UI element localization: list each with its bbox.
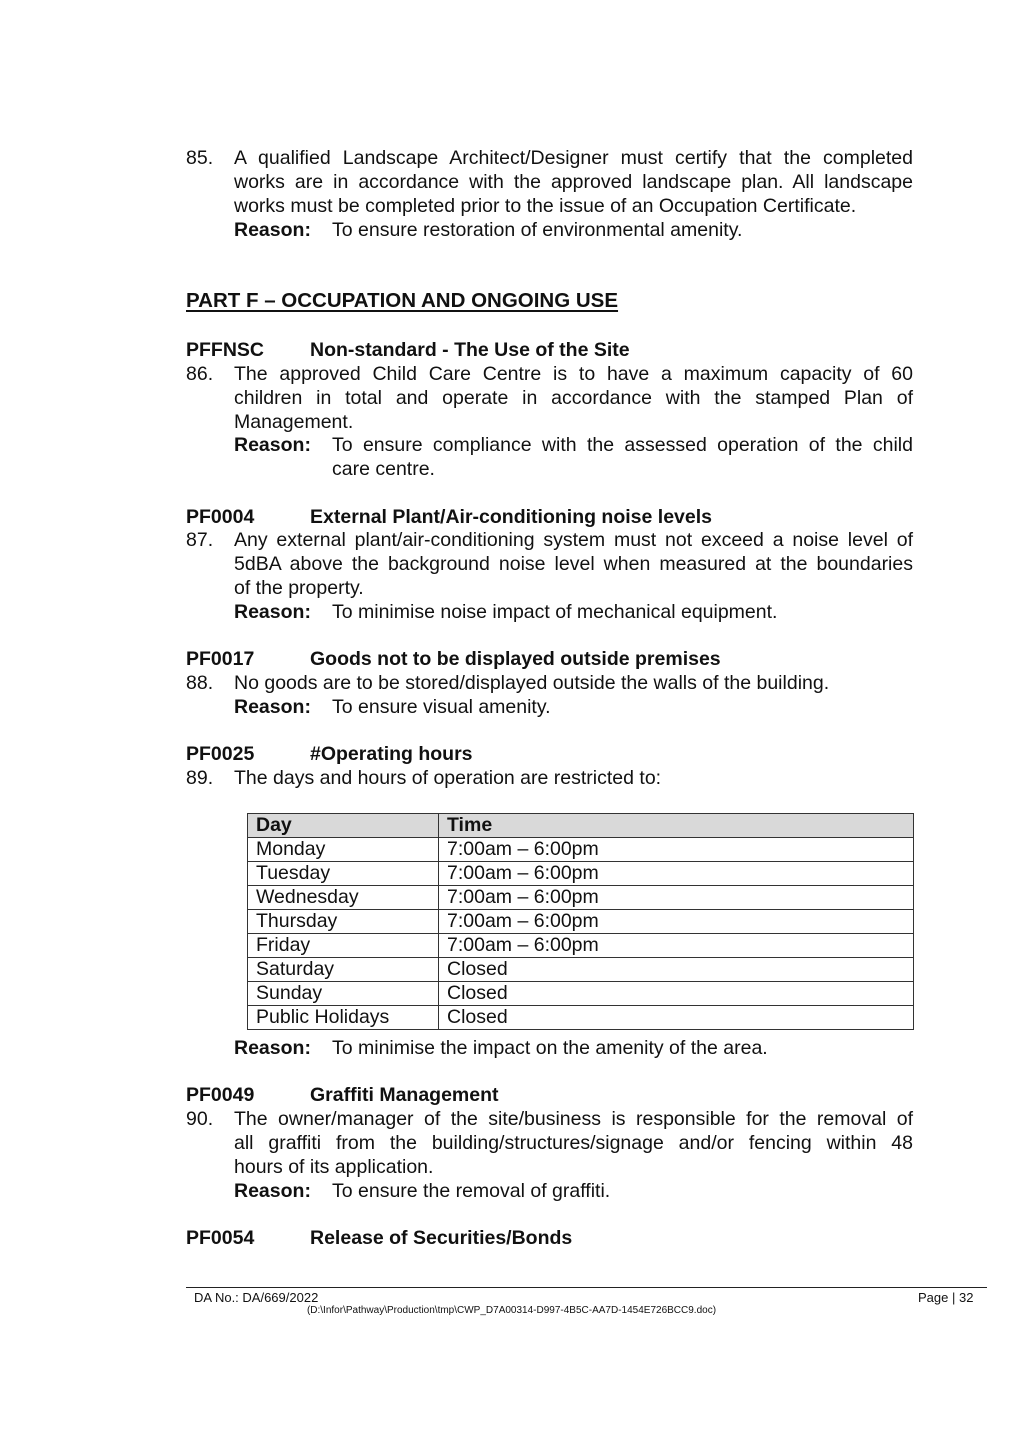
table-row — [248, 934, 914, 958]
table-row — [248, 982, 914, 1006]
condition-code: PF0017 — [186, 648, 255, 670]
table-row — [248, 1006, 914, 1030]
condition-text-line: works are in accordance with the approved landscape plan. All landscape — [234, 171, 913, 193]
reason-label: Reason: — [234, 219, 311, 241]
reason-text: To minimise noise impact of mechanical equipment. — [332, 601, 778, 623]
condition-text-line: children in total and operate in accordance with the stamped Plan of — [234, 387, 913, 409]
condition-number: 90. — [186, 1108, 214, 1130]
condition-text-line: Any external plant/air-conditioning system must not exceed a noise level of — [234, 529, 913, 551]
condition-text-line: The owner/manager of the site/business is responsible for the removal of — [234, 1108, 913, 1130]
reason-label: Reason: — [234, 1180, 311, 1202]
day-cell: Public Holidays — [248, 1006, 439, 1030]
reason-label: Reason: — [234, 601, 311, 623]
condition-title: Graffiti Management — [310, 1084, 499, 1106]
day-cell: Friday — [248, 934, 439, 958]
condition-title: Release of Securities/Bonds — [310, 1227, 573, 1249]
day-cell: Monday — [248, 838, 439, 862]
condition-text-line: Management. — [234, 411, 354, 433]
da-number: DA No.: DA/669/2022 — [194, 1290, 319, 1305]
page-number: Page | 32 — [918, 1290, 974, 1305]
file-path: (D:\Infor\Pathway\Production\tmp\CWP_D7A00314-D997-4B5C-AA7D-1454E726BCC9.doc) — [306, 1305, 717, 1316]
reason-text: To ensure visual amenity. — [332, 696, 551, 718]
condition-title: External Plant/Air-conditioning noise levels — [310, 506, 712, 528]
condition-code: PF0004 — [186, 506, 255, 528]
reason-text: To ensure restoration of environmental amenity. — [332, 219, 743, 241]
table-row — [248, 910, 914, 934]
condition-number: 86. — [186, 363, 214, 385]
time-cell: Closed — [439, 958, 914, 982]
time-cell: 7:00am – 6:00pm — [439, 886, 914, 910]
time-cell: Closed — [439, 1006, 914, 1030]
condition-text-line: The days and hours of operation are restricted to: — [234, 767, 662, 789]
time-cell: 7:00am – 6:00pm — [439, 862, 914, 886]
condition-text-line: all graffiti from the building/structures/signage and/or fencing within 48 — [234, 1132, 913, 1154]
time-cell: 7:00am – 6:00pm — [439, 838, 914, 862]
condition-code: PFFNSC — [186, 339, 264, 361]
condition-text-line: The approved Child Care Centre is to have a maximum capacity of 60 — [234, 363, 913, 385]
condition-text-line: of the property. — [234, 577, 364, 599]
day-cell: Sunday — [248, 982, 439, 1006]
reason-text: To ensure compliance with the assessed operation of the child — [332, 434, 913, 456]
time-cell: 7:00am – 6:00pm — [439, 934, 914, 958]
day-cell: Thursday — [248, 910, 439, 934]
condition-text-line: 5dBA above the background noise level when measured at the boundaries — [234, 553, 913, 575]
condition-number: 85. — [186, 147, 214, 169]
time-cell: 7:00am – 6:00pm — [439, 910, 914, 934]
condition-text-line: hours of its application. — [234, 1156, 434, 1178]
day-cell: Saturday — [248, 958, 439, 982]
reason-label: Reason: — [234, 434, 311, 456]
condition-title: Goods not to be displayed outside premises — [310, 648, 721, 670]
reason-label: Reason: — [234, 1037, 311, 1059]
condition-code: PF0054 — [186, 1227, 255, 1249]
time-cell: Closed — [439, 982, 914, 1006]
condition-code: PF0025 — [186, 743, 255, 765]
condition-code: PF0049 — [186, 1084, 255, 1106]
column-header-day: Day — [248, 814, 439, 838]
reason-text: To minimise the impact on the amenity of the area. — [332, 1037, 768, 1059]
table-header-row — [248, 814, 914, 838]
part-heading: PART F – OCCUPATION AND ONGOING USE — [186, 289, 619, 312]
reason-text: To ensure the removal of graffiti. — [332, 1180, 611, 1202]
condition-title: #Operating hours — [310, 743, 473, 765]
reason-label: Reason: — [234, 696, 311, 718]
day-cell: Wednesday — [248, 886, 439, 910]
condition-text-line: A qualified Landscape Architect/Designer must certify that the completed — [234, 147, 913, 169]
footer-divider — [186, 1287, 987, 1288]
table-row — [248, 862, 914, 886]
day-cell: Tuesday — [248, 862, 439, 886]
condition-text-line: No goods are to be stored/displayed outside the walls of the building. — [234, 672, 830, 694]
table-row — [248, 838, 914, 862]
condition-number: 87. — [186, 529, 214, 551]
condition-text-line: works must be completed prior to the issue of an Occupation Certificate. — [234, 195, 857, 217]
column-header-time: Time — [439, 814, 914, 838]
condition-number: 89. — [186, 767, 214, 789]
reason-text: care centre. — [332, 458, 435, 480]
table-row — [248, 958, 914, 982]
operating-hours-table — [247, 813, 914, 1030]
table-row — [248, 886, 914, 910]
condition-number: 88. — [186, 672, 214, 694]
condition-title: Non-standard - The Use of the Site — [310, 339, 630, 361]
